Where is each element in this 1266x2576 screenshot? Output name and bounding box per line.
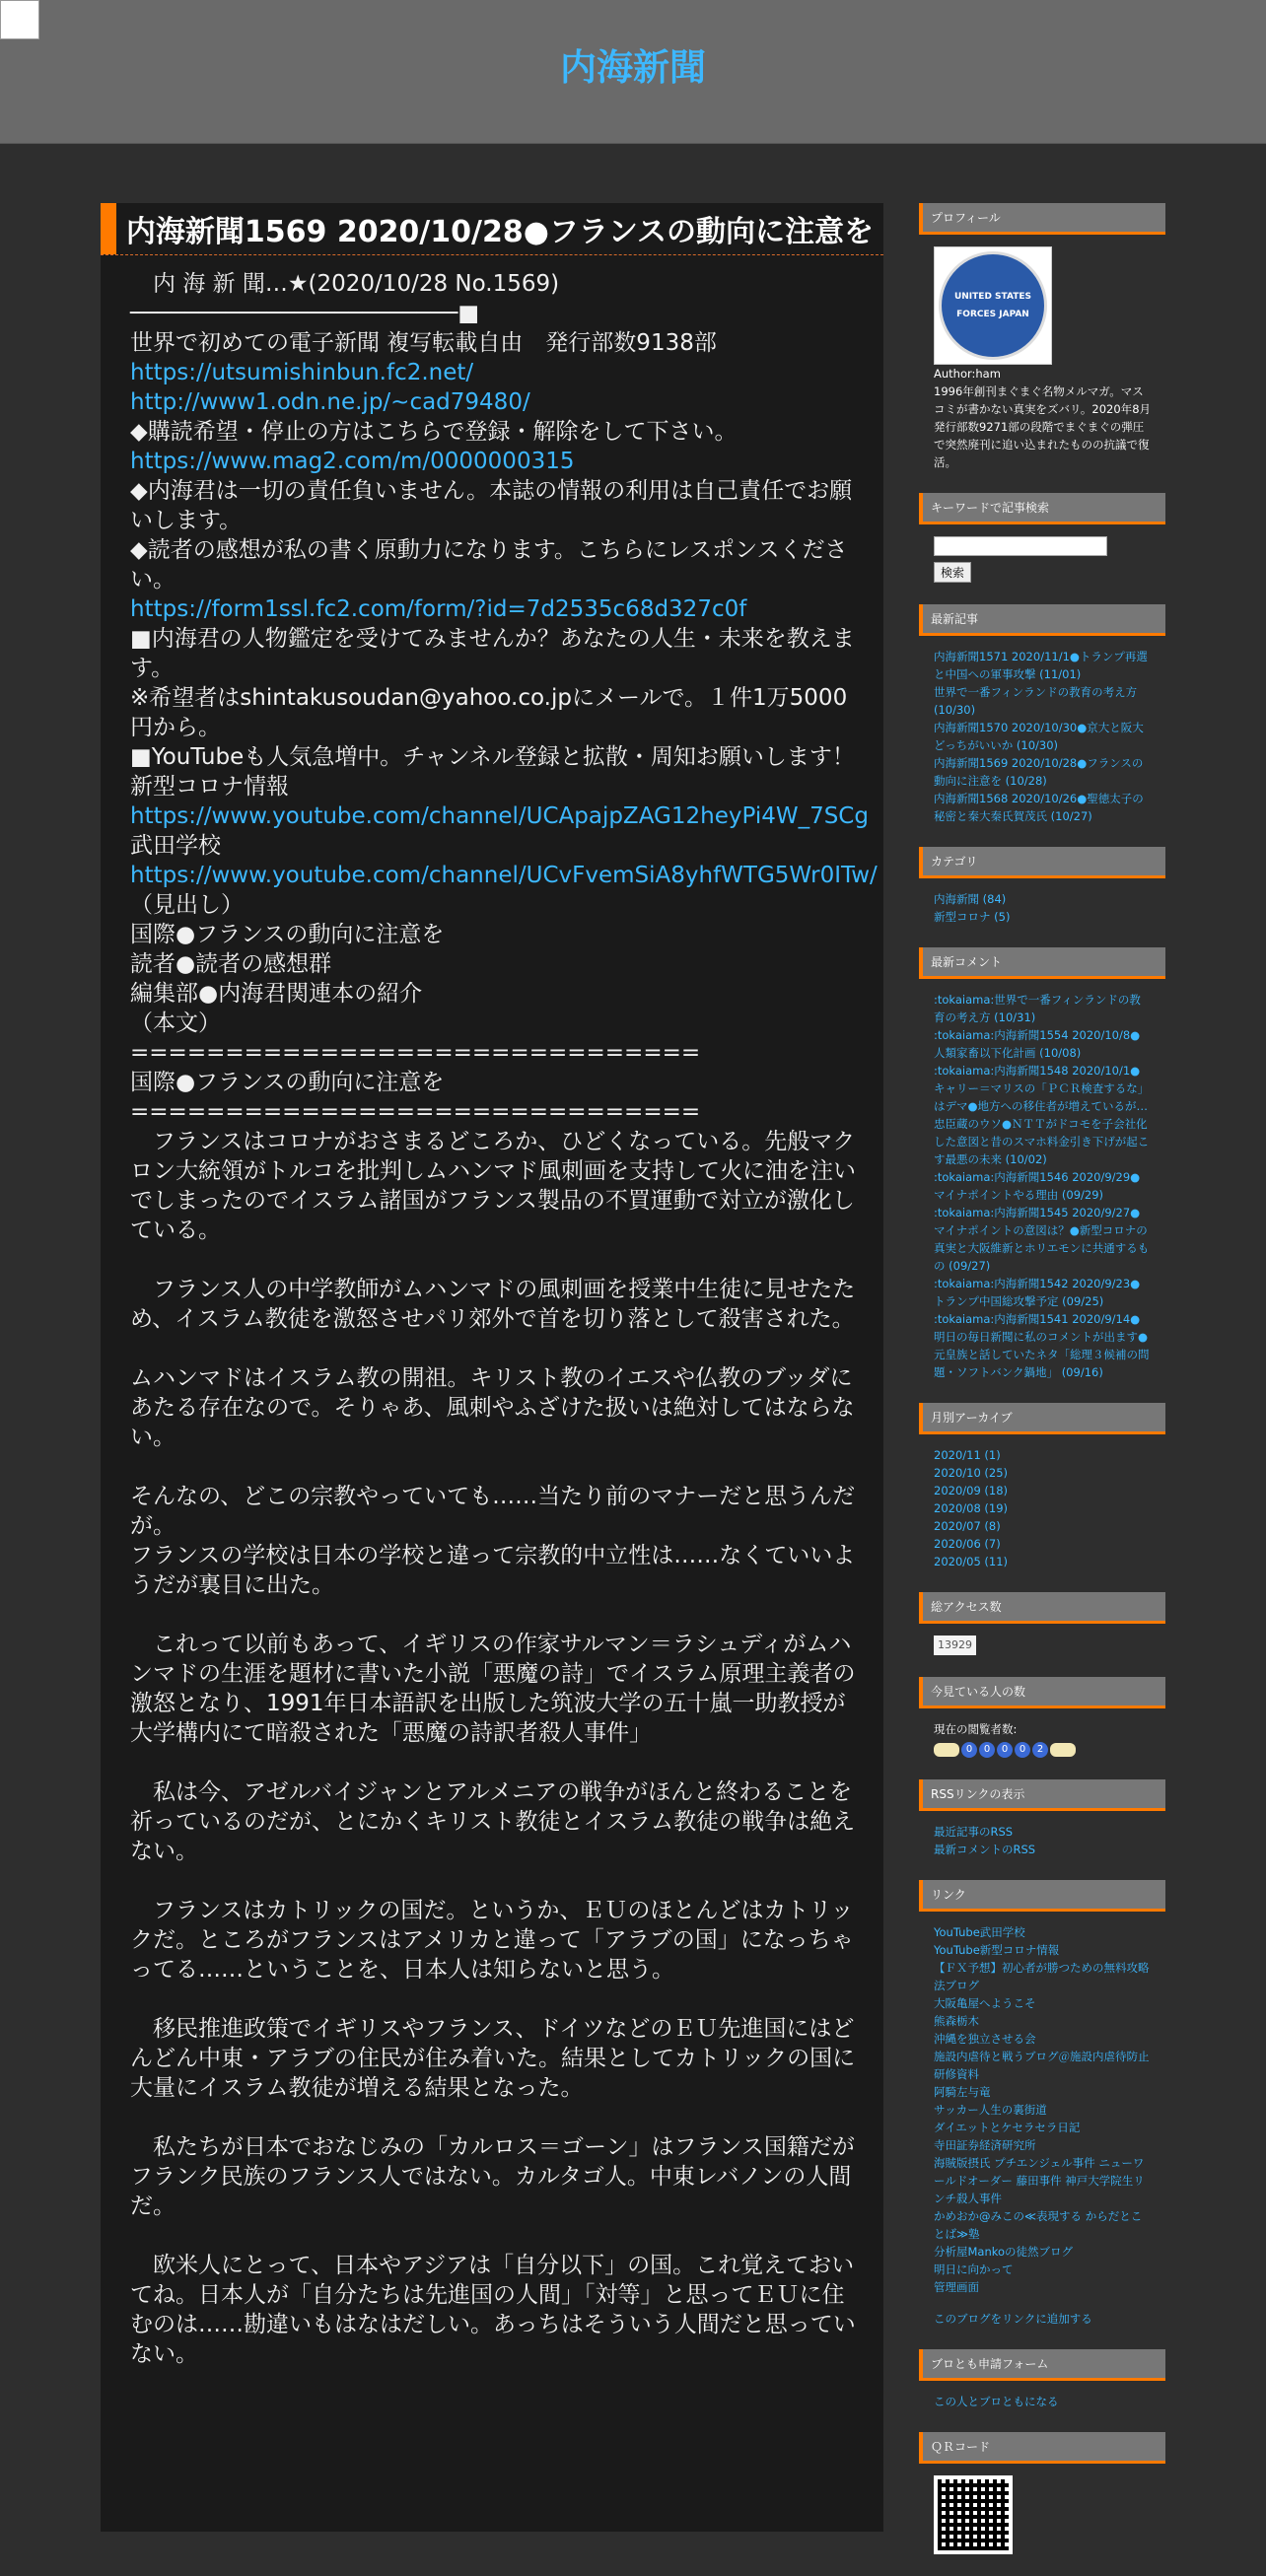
blank-line: [130, 1245, 856, 1275]
entry-text: フランスはコロナがおさまるどころか、ひどくなっている。先般マクロン大統領がトルコを批判しムハンマド風刺画を支持して火に油を注いでしまったのでイスラム諸国がフランス製品の不買運動で対立が激化している。: [130, 1129, 856, 1243]
viewer-digit: 2: [1032, 1742, 1048, 1758]
plugin-qr: [919, 2432, 1165, 2554]
external-link[interactable]: 海賊版摂氏 プチエンジェル事件 ニューワールドオーダー 藤田事件 神戸大学院生リンチ殺人事件: [934, 2156, 1145, 2205]
viewer-cap-icon: [1050, 1743, 1076, 1757]
comment-link[interactable]: :tokaiama:内海新聞1546 2020/9/29●マイナポイントやる理由 (09/29): [934, 1170, 1141, 1202]
recent-entry-link[interactable]: 内海新聞1569 2020/10/28●フランスの動向に注意を (10/28): [934, 756, 1144, 788]
category-link[interactable]: 内海新聞 (84): [934, 892, 1007, 906]
entry-text: 国際●フランスの動向に注意を: [130, 1070, 445, 1095]
site-title[interactable]: 内海新聞: [560, 46, 706, 89]
entry-text: 欧米人にとって、日本やアジアは「自分以下」の国。これ覚えておいてね。日本人が「自分たちは先進国の人間」「対等」と思ってＥＵに住むのは……勘違いもはなはだしい。あっちはそういう人間だと思っていない。: [130, 2253, 856, 2367]
external-link[interactable]: 分析屋Mankoの徒然ブログ: [934, 2245, 1074, 2259]
comment-link[interactable]: :tokaiama:内海新聞1545 2020/9/27●マイナポイントの意図は？●新型コロナの真実と大阪維新とホリエモンに共通するもの (09/27): [934, 1206, 1150, 1273]
external-link[interactable]: ダイエットとケセラセラ日記: [934, 2121, 1081, 2134]
external-link[interactable]: 施設内虐待と戦うブログ＠施設内虐待防止研修資料: [934, 2050, 1150, 2081]
entry-text: 武田学校: [130, 833, 221, 859]
external-link[interactable]: かめおか@みこの≪表現する からだとことば≫塾: [934, 2209, 1143, 2241]
entry-text: 国際●フランスの動向に注意を: [130, 922, 445, 947]
search-input[interactable]: [934, 536, 1107, 556]
entry-text: ==============================: [130, 1040, 701, 1066]
entry-title[interactable]: 内海新聞1569 2020/10/28●フランスの動向に注意を: [125, 215, 874, 249]
entry-text: 編集部●内海君関連本の紹介: [130, 981, 423, 1007]
plugin-title: プロフィール: [919, 203, 1165, 235]
archive-link[interactable]: 2020/07 (8): [934, 1519, 1001, 1533]
sidebar: [919, 203, 1165, 2576]
plugin-title: 今見ている人の数: [919, 1677, 1165, 1708]
entry-area: [101, 203, 883, 2532]
external-link[interactable]: 沖縄を独立させる会: [934, 2032, 1036, 2046]
comment-link[interactable]: :tokaiama:世界で一番フィンランドの教育の考え方 (10/31): [934, 993, 1141, 1024]
viewer-digit: 0: [1015, 1742, 1030, 1758]
plugin-title: キーワードで記事検索: [919, 493, 1165, 524]
plugin-category: [919, 847, 1165, 926]
entry-title-bar: [101, 203, 883, 255]
archive-link[interactable]: 2020/09 (18): [934, 1484, 1009, 1497]
plugin-title: ブロとも申請フォーム: [919, 2349, 1165, 2381]
entry-text: ◆読者の感想が私の書く原動力になります。こちらにレスポンスください。: [130, 537, 848, 592]
rss-link[interactable]: 最新コメントのRSS: [934, 1843, 1036, 1856]
profile-image: [934, 246, 1052, 365]
blank-line: [130, 1452, 856, 1482]
entry-text: 私たちが日本でおなじみの「カルロス＝ゴーン」はフランス国籍だがフランク民族のフランス人ではない。カルタゴ人。中東レバノンの人間だ。: [130, 2134, 855, 2219]
blank-line: [130, 1984, 856, 2014]
comment-link[interactable]: :tokaiama:内海新聞1541 2020/9/14●明日の毎日新聞に私のコメントが出ます●元皇族と話していたネタ「総理３候補の問題・ソフトバンク鍋地」 (09/16): [934, 1312, 1150, 1379]
recent-entry-link[interactable]: 内海新聞1568 2020/10/26●聖徳太子の秘密と秦大秦氏賀茂氏 (10/27): [934, 792, 1144, 823]
viewer-counter: [934, 1742, 1151, 1758]
plugin-title: リンク: [919, 1880, 1165, 1912]
comment-link[interactable]: :tokaiama:内海新聞1554 2020/10/8●人類家畜以下化計画 (10/08): [934, 1028, 1141, 1060]
entry-text: ※希望者はshintakusoudan@yahoo.co.jpにメールで。１件1万5000円から。: [130, 685, 848, 740]
profile-description: 1996年創刊まぐまぐ名物メルマガ。マスコミが書かない真実をズバリ。2020年8月発行部数9271部の段階でまぐまぐの弾圧で突然廃刊に追い込まれたものの抗議で復活。: [934, 384, 1152, 469]
entry-text: 世界で初めての電子新聞 複写転載自由 発行部数9138部: [130, 330, 717, 356]
site-header: [0, 0, 1266, 144]
plugin-title: カテゴリ: [919, 847, 1165, 878]
viewer-cap-icon: [934, 1743, 959, 1757]
external-link[interactable]: 阿騎左与竜: [934, 2085, 991, 2099]
entry-text: これって以前もあって、イギリスの作家サルマン＝ラシュディがムハンマドの生涯を題材に書いた小説「悪魔の詩」でイスラム原理主義者の激怒となり、1991年日本語訳を出版した筑波大学の五十嵐一助教授が大学構内にて暗殺された「悪魔の詩訳者殺人事件」: [130, 1632, 856, 1746]
blank-line: [130, 1600, 856, 1630]
archive-link[interactable]: 2020/11 (1): [934, 1448, 1001, 1462]
blank-line: [130, 1748, 856, 1777]
blank-line: [130, 2103, 856, 2132]
external-link[interactable]: 大阪亀屋へようこそ: [934, 1996, 1036, 2010]
viewer-digit: 0: [997, 1742, 1013, 1758]
recent-entry-link[interactable]: 内海新聞1571 2020/11/1●トランプ再選と中国への軍事攻撃 (11/01): [934, 650, 1148, 681]
entry-text: そんなの、どこの宗教やっていても……当たり前のマナーだと思うんだが。: [130, 1484, 856, 1539]
plugin-links: [919, 1880, 1165, 2328]
category-link[interactable]: 新型コロナ (5): [934, 910, 1011, 924]
entry-text: 移民推進政策でイギリスやフランス、ドイツなどのＥＵ先進国にはどんどん中東・アラブの住民が住み着いた。結果としてカトリックの国に大量にイスラム教徒が増える結果となった。: [130, 2016, 856, 2101]
plugin-title: 総アクセス数: [919, 1592, 1165, 1624]
rss-link[interactable]: 最近記事のRSS: [934, 1825, 1014, 1839]
external-link[interactable]: YouTube武田学校: [934, 1925, 1025, 1939]
entry-text: ◆内海君は一切の責任負いません。本誌の情報の利用は自己責任でお願いします。: [130, 478, 853, 533]
entry-text: フランス人の中学教師がムハンマドの風刺画を授業中生徒に見せたため、イスラム教徒を激怒させパリ郊外で首を切り落として殺害された。: [130, 1277, 856, 1332]
recent-entry-link[interactable]: 世界で一番フィンランドの教育の考え方 (10/30): [934, 685, 1138, 717]
external-link[interactable]: 管理画面: [934, 2280, 979, 2294]
archive-link[interactable]: 2020/08 (19): [934, 1501, 1009, 1515]
entry-link[interactable]: https://www.youtube.com/channel/UCvFvemSiA8yhfWTG5Wr0ITw/: [130, 863, 878, 888]
blank-line: [130, 1866, 856, 1896]
entry-link[interactable]: http://www1.odn.ne.jp/~cad79480/: [130, 389, 530, 415]
entry-text: 私は今、アゼルバイジャンとアルメニアの戦争がほんと終わることを祈っているのだが、とにかくキリスト教徒とイスラム教徒の戦争は絶えない。: [130, 1779, 856, 1864]
entry-text: ■内海君の人物鑑定を受けてみませんか？あなたの人生・未来を教えます。: [130, 626, 855, 681]
plugin-access: [919, 1592, 1165, 1655]
entry-text: （見出し）: [130, 892, 244, 918]
entry-text: ────────────────────────■: [130, 301, 480, 326]
entry-link[interactable]: https://utsumishinbun.fc2.net/: [130, 360, 474, 385]
plugin-recent: [919, 604, 1165, 825]
plugin-rss: [919, 1779, 1165, 1858]
entry-text: フランスの学校は日本の学校と違って宗教的中立性は……なくていいようだが裏目に出た。: [130, 1543, 856, 1598]
entry-text: フランスはカトリックの国だ。というか、ＥＵのほとんどはカトリックだ。ところがフランスはアメリカと違って「アラブの国」になっちゃってる……ということを、日本人は知らないと思う。: [130, 1898, 854, 1983]
access-counter: 13929: [934, 1636, 976, 1655]
entry-text: ■YouTubeも人気急増中。チャンネル登録と拡散・周知お願いします！: [130, 744, 855, 770]
entry-text: 新型コロナ情報: [130, 774, 289, 800]
recent-entry-link[interactable]: 内海新聞1570 2020/10/30●京大と阪大どっちがいいか (10/30): [934, 721, 1144, 752]
entry-link[interactable]: https://www.mag2.com/m/0000000315: [130, 449, 575, 474]
plugin-friend: [919, 2349, 1165, 2410]
viewer-digit: 0: [961, 1742, 977, 1758]
search-button[interactable]: 検索: [934, 562, 971, 583]
entry-text: 読者●読者の感想群: [130, 951, 332, 977]
comment-link[interactable]: :tokaiama:内海新聞1542 2020/9/23●トランプ中国総攻撃予定 (09/25): [934, 1277, 1141, 1308]
add-link-link[interactable]: このブログをリンクに追加する: [934, 2312, 1092, 2326]
external-link[interactable]: 明日に向かって: [934, 2263, 1014, 2276]
entry-link[interactable]: https://form1ssl.fc2.com/form/?id=7d2535c68d327c0f: [130, 596, 747, 622]
plugin-profile: [919, 203, 1165, 471]
external-link[interactable]: YouTube新型コロナ情報: [934, 1943, 1060, 1957]
external-link[interactable]: 熊森栃木: [934, 2014, 979, 2028]
entry-text: ムハンマドはイスラム教の開祖。キリスト教のイエスや仏教のブッダにあたる存在なので。そりゃあ、風刺やふざけた扱いは絶対してはならない。: [130, 1365, 855, 1450]
archive-link[interactable]: 2020/05 (11): [934, 1555, 1009, 1568]
viewer-label: 現在の閲覧者数:: [934, 1722, 1018, 1736]
qr-code-icon[interactable]: [934, 2475, 1013, 2554]
entry-text: ◆購読希望・停止の方はこちらで登録・解除をして下さい。: [130, 419, 738, 445]
blank-line: [130, 1334, 856, 1363]
plugin-archive: [919, 1403, 1165, 1570]
entry-text: （本文）: [130, 1010, 221, 1036]
plugin-comments: [919, 947, 1165, 1381]
plugin-viewers: [919, 1677, 1165, 1758]
author-name: Author:ham: [934, 367, 1001, 381]
plugin-title: ＱＲコード: [919, 2432, 1165, 2464]
external-link[interactable]: 【ＦＸ予想】初心者が勝つための無料攻略法ブログ: [934, 1961, 1150, 1992]
plugin-title: 最新コメント: [919, 947, 1165, 979]
comment-link[interactable]: :tokaiama:内海新聞1548 2020/10/1●キャリー＝マリスの「ＰＣＲ検査するな」はデマ●地方への移住者が増えているが…忠臣蔵のウソ●ＮＴＴがドコモを子会社化した意図と昔のスマホ料金引き下げが起こす最悪の未来 (10/02): [934, 1064, 1150, 1166]
external-link[interactable]: 寺田証券経済研究所: [934, 2138, 1036, 2152]
badge-icon: UNITED STATES FORCES JAPAN: [939, 251, 1047, 360]
plugin-title: 最新記事: [919, 604, 1165, 636]
title-accent-mark: [101, 203, 116, 254]
entry-link[interactable]: https://www.youtube.com/channel/UCApajpZAG12heyPi4W_7SCg: [130, 803, 869, 829]
plugin-search: [919, 493, 1165, 583]
entry-text: 内 海 新 聞…★(2020/10/28 No.1569): [130, 271, 560, 297]
blank-line: [130, 2221, 856, 2251]
plugin-title: 月別アーカイブ: [919, 1403, 1165, 1434]
viewer-digit: 0: [979, 1742, 995, 1758]
external-link[interactable]: サッカー人生の裏街道: [934, 2103, 1047, 2117]
plugin-title: RSSリンクの表示: [919, 1779, 1165, 1811]
archive-link[interactable]: 2020/06 (7): [934, 1537, 1001, 1551]
archive-link[interactable]: 2020/10 (25): [934, 1466, 1009, 1480]
entry-body: [101, 255, 883, 2369]
friend-request-link[interactable]: この人とブロともになる: [934, 2395, 1059, 2408]
entry-text: ==============================: [130, 1099, 701, 1125]
avatar[interactable]: [0, 0, 39, 39]
